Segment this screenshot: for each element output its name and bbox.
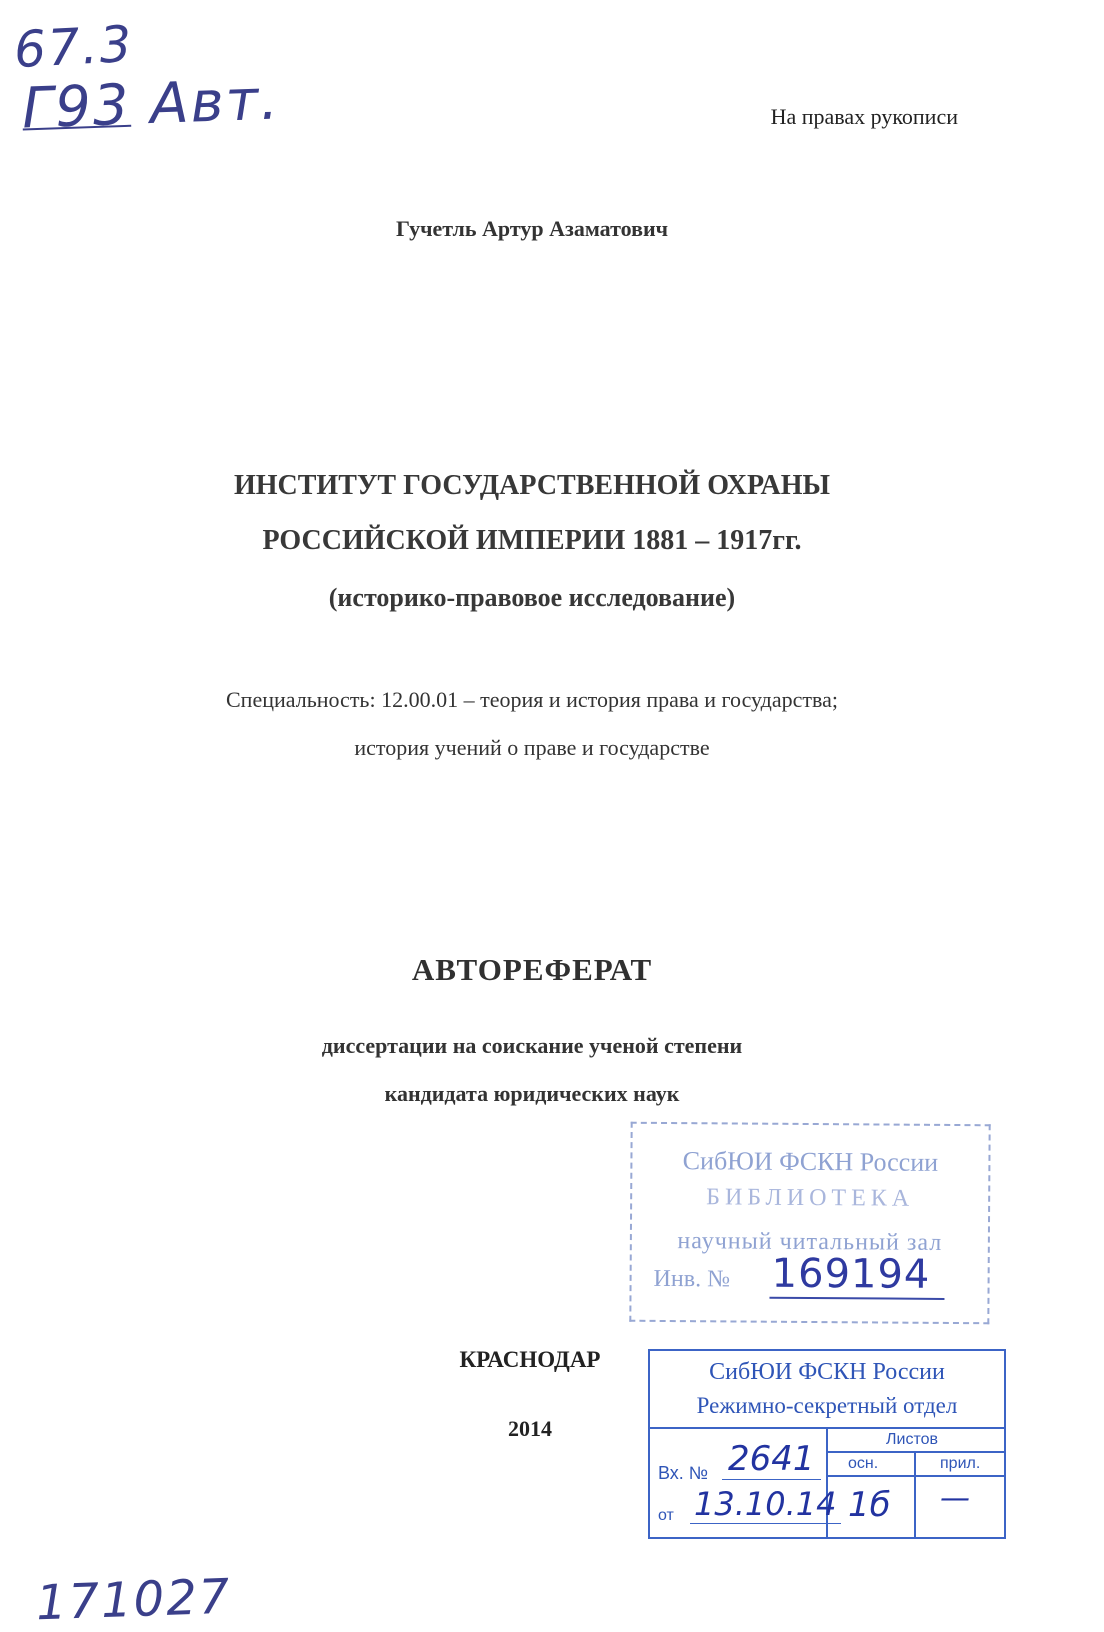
registry-date-label: от: [658, 1507, 674, 1524]
handwritten-cipher-author: Авт.: [149, 67, 282, 138]
degree-line-2: кандидата юридических наук: [384, 1081, 680, 1106]
registry-stamp-institution: СибЮИ ФСКН России: [709, 1359, 945, 1385]
handwritten-class-code: 67.3: [12, 14, 135, 80]
specialty-line-2: история учений о праве и государстве: [354, 735, 710, 760]
library-stamp: [629, 1122, 990, 1325]
author-name: Гучетль Артур Азаматович: [395, 216, 669, 241]
registry-appendix-sheets: —: [940, 1481, 970, 1516]
registry-stamp: [648, 1349, 1006, 1539]
specialty-line-1: Специальность: 12.00.01 – теория и история права и государства;: [226, 687, 838, 712]
title-subtitle: (историко-правовое исследование): [328, 583, 736, 612]
library-stamp-reading-room: научный читальный зал: [677, 1228, 943, 1256]
library-stamp-library: БИБЛИОТЕКА: [706, 1184, 915, 1212]
registry-main-sheets: 1б: [848, 1485, 891, 1525]
handwritten-cipher-code: Г93: [20, 72, 132, 142]
registry-appendix-label: прил.: [940, 1455, 981, 1472]
registry-main-label: осн.: [848, 1455, 879, 1472]
year: 2014: [508, 1416, 552, 1441]
library-stamp-inventory-label: Инв. №: [653, 1265, 731, 1293]
registry-incoming-number: 2641: [722, 1439, 821, 1480]
registry-stamp-divider: [914, 1451, 916, 1537]
manuscript-rights-note: На правах рукописи: [770, 104, 958, 129]
registry-incoming-label: Вх. №: [658, 1463, 709, 1483]
abstract-heading: АВТОРЕФЕРАТ: [411, 952, 653, 987]
handwritten-bottom-number: 171027: [35, 1568, 233, 1632]
title-line-2: РОССИЙСКОЙ ИМПЕРИИ 1881 – 1917гг.: [262, 525, 802, 556]
library-stamp-institution: СибЮИ ФСКН России: [682, 1146, 939, 1177]
registry-stamp-department: Режимно-секретный отдел: [696, 1393, 958, 1418]
library-stamp-inventory-number: 169194: [769, 1251, 944, 1300]
degree-line-1: диссертации на соискание ученой степени: [321, 1033, 743, 1058]
registry-date: 13.10.14: [690, 1485, 841, 1524]
city: КРАСНОДАР: [459, 1347, 601, 1372]
registry-sheets-label: Листов: [886, 1431, 938, 1448]
handwritten-cipher: [21, 68, 281, 142]
title-line-1: ИНСТИТУТ ГОСУДАРСТВЕННОЙ ОХРАНЫ: [233, 470, 831, 501]
